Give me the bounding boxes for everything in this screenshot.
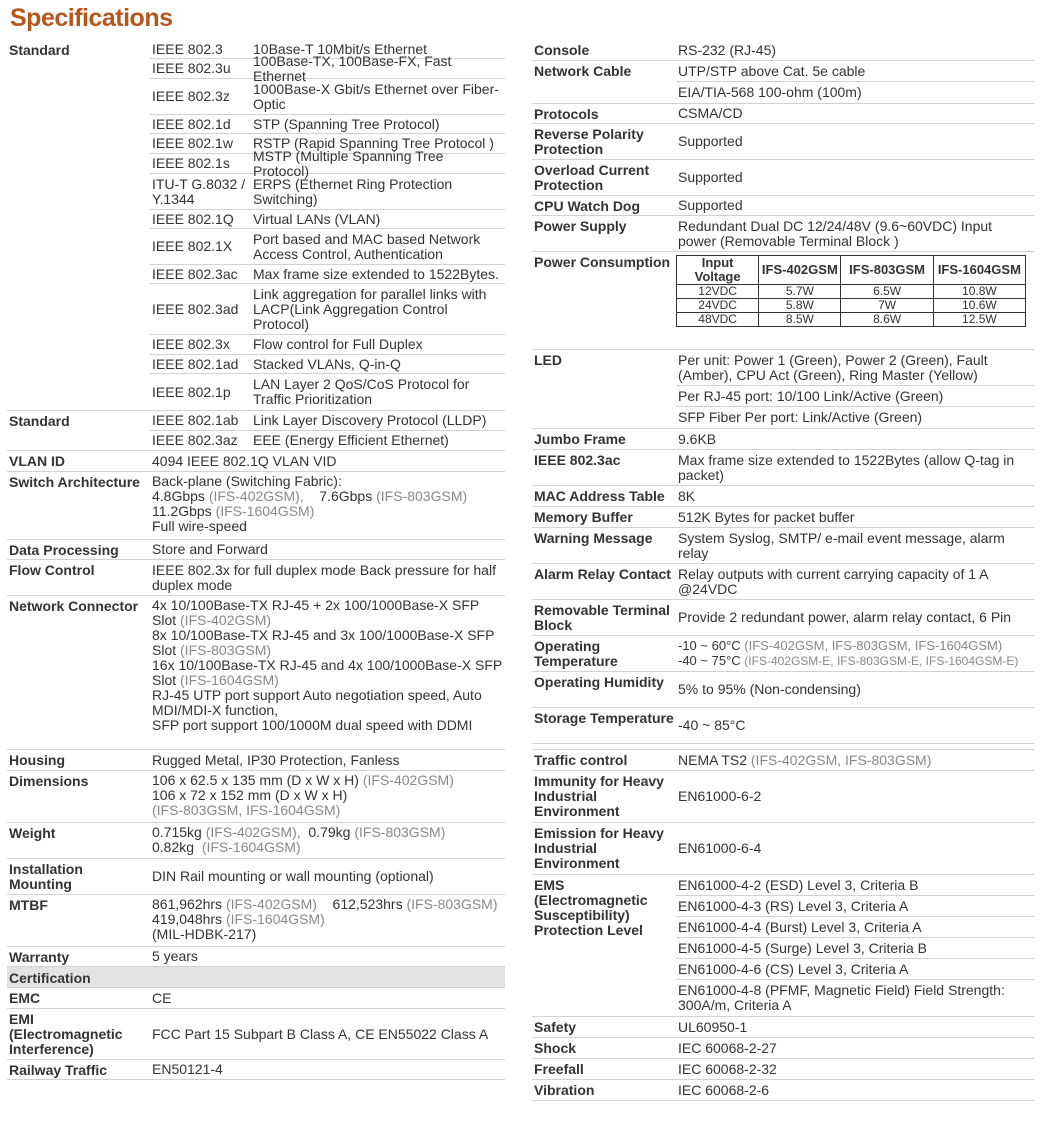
standard-desc: 10Base-T 10Mbit/s Ethernet (253, 40, 428, 57)
spec-row-power-consumption (532, 252, 1034, 350)
spec-label: EMI (Electromagnetic Interference) (9, 1011, 123, 1057)
table-cell: 24VDC (677, 299, 759, 313)
spec-value: 4094 IEEE 802.1Q VLAN VID (152, 452, 337, 469)
led-line: SFP Fiber Per port: Link/Active (Green) (678, 409, 923, 425)
spec-label: EMS (Electromagnetic Susceptibility) Protection Level (534, 877, 648, 938)
table-header: IFS-402GSM (759, 256, 841, 285)
standard-desc: Link aggregation for parallel links with LACP(Link Aggregation Control Protocol) (253, 285, 487, 332)
spec-row-standard-2 (7, 411, 505, 451)
table-cell: 6.5W (841, 285, 933, 299)
switch-line: Back-plane (Switching Fabric): (152, 473, 342, 489)
standard-code: IEEE 802.3ad (152, 300, 239, 317)
spec-label: Shock (534, 1040, 577, 1056)
table-row (677, 299, 1026, 313)
spec-row-emission (532, 823, 1034, 875)
table-cell: 5.8W (759, 299, 841, 313)
spec-value: 5% to 95% (Non-condensing) (678, 681, 861, 697)
standard-desc: Stacked VLANs, Q-in-Q (253, 355, 401, 372)
spec-label: Freefall (534, 1061, 584, 1077)
weight-line: 0.82kg (IFS-1604GSM) (152, 839, 301, 855)
spec-label: Warning Message (534, 530, 653, 546)
spec-label: Operating Humidity (534, 674, 664, 690)
spec-value: -40 ~ 85°C (678, 717, 746, 733)
spec-value: Supported (678, 133, 743, 149)
spec-row-traffic-control (532, 750, 1034, 771)
spec-value: CSMA/CD (678, 105, 743, 121)
spec-label: VLAN ID (9, 453, 65, 469)
certification-heading: Certification (7, 967, 505, 988)
led-line: Per unit: Power 1 (Green), Power 2 (Green), Fault (Amber), CPU Act (Green), Ring Master (Yellow) (676, 350, 1034, 386)
right-spec-column (532, 40, 1034, 1101)
cable-line: UTP/STP above Cat. 5e cable (676, 61, 1034, 82)
spec-label: Railway Traffic (9, 1062, 108, 1078)
spec-label: Housing (9, 752, 65, 768)
spec-label: MAC Address Table (534, 488, 665, 504)
table-cell: 8.5W (759, 313, 841, 327)
spec-value (150, 771, 505, 822)
spec-label: Standard (9, 413, 70, 429)
spec-value (676, 350, 1034, 428)
spec-label: Traffic control (534, 752, 628, 768)
spec-label: Console (534, 42, 590, 58)
standard-desc: RSTP (Rapid Spanning Tree Protocol ) (253, 135, 494, 151)
spec-row-immunity (532, 771, 1034, 823)
spec-value: CE (152, 989, 172, 1006)
spec-label: Weight (9, 825, 56, 841)
standard-code: IEEE 802.1p (152, 383, 231, 400)
spec-value: IEEE 802.3x for full duplex mode Back pressure for half duplex mode (152, 561, 496, 593)
spec-row-network-connector (7, 596, 505, 750)
standard-desc: Port based and MAC based Network Access Control, Authentication (253, 230, 481, 262)
spec-row-dimensions (7, 771, 505, 823)
spec-label: Vibration (534, 1082, 595, 1098)
spec-label: Dimensions (9, 773, 89, 789)
spec-row-vibration (532, 1080, 1034, 1101)
spec-label: Emission for Heavy Industrial Environment (534, 825, 664, 871)
cable-line: EIA/TIA-568 100-ohm (100m) (678, 84, 862, 100)
spec-label: Warranty (9, 949, 70, 965)
spec-label: Operating Temperature (534, 638, 618, 669)
spec-value: Max frame size extended to 1522Bytes (allow Q-tag in packet) (678, 451, 1015, 483)
standard-desc: Link Layer Discovery Protocol (LLDP) (253, 412, 487, 428)
standard-code: IEEE 802.1s (152, 155, 230, 171)
spec-label: Power Supply (534, 218, 627, 234)
spec-row-vlan (7, 451, 505, 472)
spec-value: NEMA TS2 (IFS-402GSM, IFS-803GSM) (678, 751, 932, 768)
standard-code: IEEE 802.3x (152, 336, 230, 352)
spec-value (150, 895, 505, 946)
mtbf-line: 419,048hrs (IFS-1604GSM) (152, 911, 325, 927)
dimension-line: (IFS-803GSM, IFS-1604GSM) (152, 802, 341, 818)
standard-desc: LAN Layer 2 QoS/CoS Protocol for Traffic Prioritization (253, 376, 470, 407)
spec-label: IEEE 802.3ac (534, 452, 621, 468)
spec-label: Reverse Polarity Protection (534, 126, 644, 157)
spec-label: Storage Temperature (534, 710, 674, 726)
spec-label: Standard (9, 42, 70, 58)
spec-value: System Syslog, SMTP/ e-mail event message, alarm relay (678, 529, 1005, 561)
switch-line: Full wire-speed (152, 518, 247, 534)
spec-label: EMC (9, 990, 41, 1006)
table-header: IFS-803GSM (841, 256, 933, 285)
spec-label: Memory Buffer (534, 509, 633, 525)
table-cell: 48VDC (677, 313, 759, 327)
spec-label: Jumbo Frame (534, 431, 626, 447)
left-spec-column (7, 40, 505, 1080)
spec-value: Store and Forward (152, 541, 268, 557)
spec-row-watchdog (532, 196, 1034, 216)
spec-row-freefall (532, 1059, 1034, 1080)
spec-value: Provide 2 redundant power, alarm relay contact, 6 Pin (678, 609, 1012, 625)
spec-value: IEC 60068-2-32 (678, 1060, 777, 1077)
spec-value: EN61000-6-2 (678, 788, 762, 804)
spec-label: Safety (534, 1019, 577, 1035)
page-title: Specifications (10, 4, 173, 32)
spec-row-power-supply (532, 216, 1034, 252)
standard-code: IEEE 802.3 (152, 40, 223, 57)
spec-value (150, 823, 505, 858)
spec-value (676, 636, 1034, 671)
spec-row-weight (7, 823, 505, 859)
spec-label: MTBF (9, 897, 48, 913)
ems-line: EN61000-4-5 (Surge) Level 3, Criteria B (676, 938, 1034, 959)
table-cell: 10.8W (933, 285, 1025, 299)
spec-row-installation (7, 859, 505, 895)
spec-row-warranty (7, 947, 505, 967)
ems-line: EN61000-4-8 (PFMF, Magnetic Field) Field Strength: 300A/m, Criteria A (678, 982, 1005, 1013)
spec-value: Relay outputs with current carrying capacity of 1 A @24VDC (678, 565, 988, 597)
weight-line: 0.715kg (IFS-402GSM), 0.79kg (IFS-803GSM) (152, 824, 446, 840)
table-cell: 5.7W (759, 285, 841, 299)
mtbf-line: (MIL-HDBK-217) (152, 926, 257, 942)
spec-row-jumbo-frame (532, 429, 1034, 450)
connector-line: SFP port support 100/1000M dual speed with DDMI (152, 717, 473, 733)
standard-code: IEEE 802.1Q (152, 210, 234, 227)
table-header: Input Voltage (677, 256, 759, 285)
dimension-line: 106 x 62.5 x 135 mm (D x W x H) (IFS-402GSM) (152, 772, 454, 788)
spec-label: LED (534, 352, 562, 368)
mtbf-line: 861,962hrs (IFS-402GSM) 612,523hrs (IFS-803GSM) (152, 896, 498, 912)
spec-row-shock (532, 1038, 1034, 1059)
connector-line: 16x 10/100Base-TX RJ-45 and 4x 100/1000Base-X SFP Slot (IFS-1604GSM) (152, 657, 502, 688)
spec-value: EN61000-6-4 (678, 840, 762, 856)
standard-desc: Flow control for Full Duplex (253, 336, 423, 352)
spec-row-switch-architecture (7, 472, 505, 540)
table-cell: 12VDC (677, 285, 759, 299)
table-cell: 8.6W (841, 313, 933, 327)
power-consumption-table (676, 255, 1026, 327)
standard-code: IEEE 802.1ab (152, 412, 239, 428)
ems-line: EN61000-4-3 (RS) Level 3, Criteria A (676, 896, 1034, 917)
standard-desc: 1000Base-X Gbit/s Ethernet over Fiber-Optic (253, 80, 499, 112)
spec-value: 9.6KB (678, 430, 717, 447)
standard-desc: ERPS (Ethernet Ring Protection Switching) (253, 175, 453, 207)
spec-row-operating-humidity (532, 672, 1034, 708)
spec-row-emc (7, 988, 505, 1009)
table-row (677, 285, 1026, 299)
spec-value: IEC 60068-2-27 (678, 1039, 777, 1056)
spec-value: IEC 60068-2-6 (678, 1081, 770, 1098)
spec-value: Supported (678, 197, 743, 213)
table-cell: 7W (841, 299, 933, 313)
spec-row-console (532, 40, 1034, 61)
standard-desc: STP (Spanning Tree Protocol) (253, 115, 440, 132)
spec-label: Data Processing (9, 542, 119, 558)
table-cell: 12.5W (933, 313, 1025, 327)
spec-value: Rugged Metal, IP30 Protection, Fanless (152, 751, 400, 768)
spec-row-terminal-block (532, 600, 1034, 636)
connector-line: RJ-45 UTP port support Auto negotiation speed, Auto MDI/MDI-X function, (152, 687, 482, 718)
spec-row-ems (532, 875, 1034, 1017)
spec-row-led (532, 350, 1034, 429)
spec-label: Switch Architecture (9, 474, 140, 490)
spec-value (676, 875, 1034, 1016)
standard-code: IEEE 802.1X (152, 238, 233, 254)
spec-row-ieee-8023ac (532, 450, 1034, 486)
table-row (677, 313, 1026, 327)
spec-label: Flow Control (9, 562, 95, 578)
spec-row-network-cable (532, 61, 1034, 104)
spec-label: Alarm Relay Contact (534, 566, 671, 582)
spec-value: 512K Bytes for packet buffer (678, 508, 855, 525)
standard-code: IEEE 802.3u (152, 60, 231, 76)
spec-value: 8K (678, 487, 696, 504)
spec-row-overload-current (532, 160, 1034, 196)
spec-row-mtbf (7, 895, 505, 947)
spec-value: RS-232 (RJ-45) (678, 41, 777, 58)
spec-value: Redundant Dual DC 12/24/48V (9.6~60VDC) Input power (Removable Terminal Block ) (678, 217, 993, 249)
spec-label: Network Connector (9, 598, 139, 614)
spec-row-housing (7, 750, 505, 771)
temperature-line: -10 ~ 60°C (IFS-402GSM, IFS-803GSM, IFS-1604GSM) (678, 638, 1003, 653)
connector-line: 4x 10/100Base-TX RJ-45 + 2x 100/1000Base-X SFP Slot (IFS-402GSM) (152, 597, 479, 628)
spec-row-flow-control (7, 560, 505, 596)
spec-value: EN50121-4 (152, 1061, 223, 1077)
standard-code: ITU-T G.8032 / Y.1344 (152, 175, 246, 207)
spec-row-reverse-polarity (532, 124, 1034, 160)
standard-desc: EEE (Energy Efficient Ethernet) (253, 432, 449, 448)
spec-label: Network Cable (534, 63, 632, 79)
spec-row-memory-buffer (532, 507, 1034, 528)
spec-value (150, 472, 505, 539)
dimension-line: 106 x 72 x 152 mm (D x W x H) (152, 787, 348, 803)
spec-value (676, 252, 1034, 349)
table-cell: 10.6W (933, 299, 1025, 313)
spec-row-protocols (532, 104, 1034, 124)
standard-desc: 100Base-TX, 100Base-FX, Fast Ethernet (253, 52, 452, 84)
standard-code: IEEE 802.1d (152, 115, 231, 132)
spec-row-standard (7, 40, 505, 411)
spec-row-storage-temperature (532, 708, 1034, 744)
temperature-line: -40 ~ 75°C (IFS-402GSM-E, IFS-803GSM-E, IFS-1604GSM-E) (678, 653, 1019, 668)
spec-value (676, 61, 1034, 103)
standard-list (150, 411, 505, 450)
spec-label: Power Consumption (534, 254, 671, 270)
standard-code: IEEE 802.3ac (152, 265, 238, 282)
standard-code: IEEE 802.1w (152, 135, 233, 151)
ems-line: EN61000-4-2 (ESD) Level 3, Criteria B (676, 875, 1034, 896)
spec-row-data-processing (7, 540, 505, 560)
spec-label: Removable Terminal Block (534, 602, 670, 633)
led-line: Per RJ-45 port: 10/100 Link/Active (Green) (676, 386, 1034, 407)
spec-row-mac-table (532, 486, 1034, 507)
spec-row-alarm-relay (532, 564, 1034, 600)
standard-code: IEEE 802.1ad (152, 355, 239, 372)
spec-label: Immunity for Heavy Industrial Environment (534, 773, 664, 819)
connector-line: 8x 10/100Base-TX RJ-45 and 3x 100/1000Base-X SFP Slot (IFS-803GSM) (152, 627, 495, 658)
spec-label: Overload Current Protection (534, 162, 650, 193)
spec-value: UL60950-1 (678, 1018, 748, 1035)
standard-desc: Virtual LANs (VLAN) (253, 210, 381, 227)
switch-line: 11.2Gbps (IFS-1604GSM) (152, 503, 315, 519)
spec-label: CPU Watch Dog (534, 198, 641, 214)
spec-value: DIN Rail mounting or wall mounting (optional) (152, 868, 434, 884)
switch-line: 4.8Gbps (IFS-402GSM), 7.6Gbps (IFS-803GSM) (152, 488, 468, 504)
spec-row-operating-temperature (532, 636, 1034, 672)
spec-value: Supported (678, 169, 743, 185)
standard-list (150, 40, 505, 410)
spec-value: FCC Part 15 Subpart B Class A, CE EN55022 Class A (152, 1025, 489, 1042)
spec-row-emi (7, 1009, 505, 1060)
standard-code: IEEE 802.3az (152, 432, 238, 448)
spec-value (150, 596, 505, 749)
table-header: IFS-1604GSM (933, 256, 1025, 285)
standard-code: IEEE 802.3z (152, 88, 230, 104)
standard-desc: Max frame size extended to 1522Bytes. (253, 265, 499, 282)
spec-row-warning-message (532, 528, 1034, 564)
spec-label: Protocols (534, 106, 599, 122)
spec-value: 5 years (152, 948, 198, 964)
standard-desc: MSTP (Multiple Spanning Tree Protocol) (253, 147, 444, 179)
ems-line: EN61000-4-4 (Burst) Level 3, Criteria A (676, 917, 1034, 938)
ems-line: EN61000-4-6 (CS) Level 3, Criteria A (676, 959, 1034, 980)
spec-row-safety (532, 1017, 1034, 1038)
spec-row-railway (7, 1060, 505, 1080)
table-header-row (677, 256, 1026, 285)
spec-label: Installation Mounting (9, 861, 83, 892)
